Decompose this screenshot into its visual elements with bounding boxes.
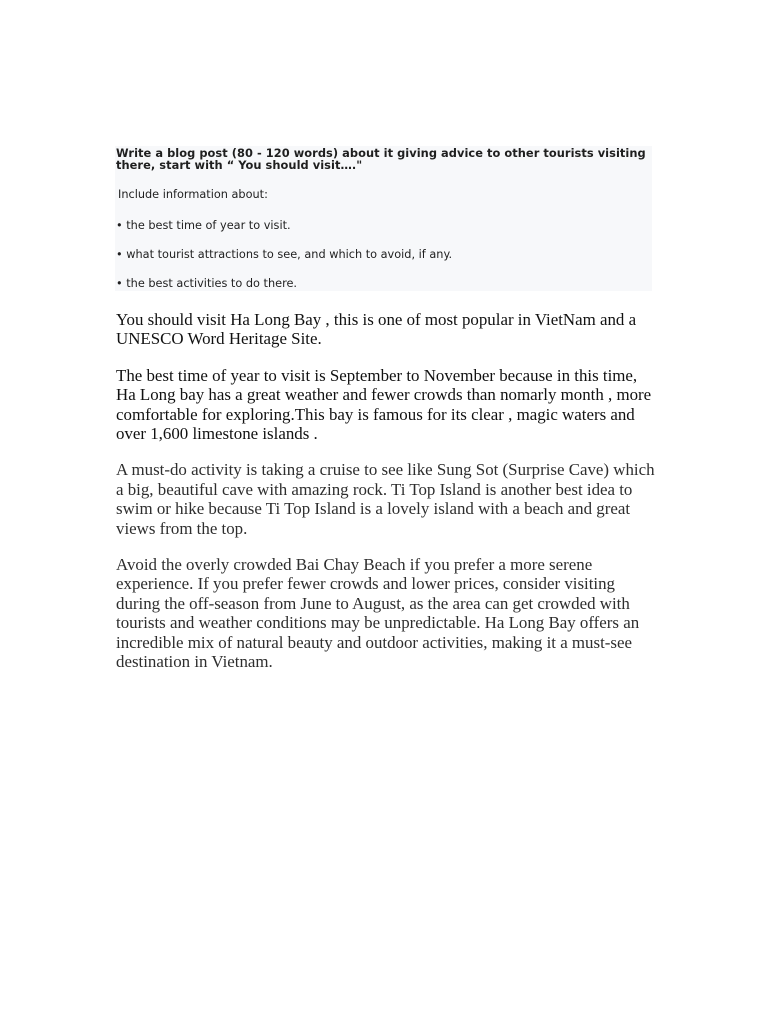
assignment-prompt	[115, 146, 652, 291]
prompt-bullet-activities: • the best activities to do there.	[116, 277, 298, 290]
paragraph-intro: You should visit Ha Long Bay , this is one of most popular in VietNam and a UNESCO Word Heritage Site.	[116, 310, 637, 349]
prompt-bullet-attractions: • what tourist attractions to see, and which to avoid, if any.	[116, 248, 453, 261]
prompt-bullet-best-time: • the best time of year to visit.	[116, 219, 291, 232]
prompt-title: Write a blog post (80 - 120 words) about it giving advice to other tourists visiting there, start with “ You should visit…."	[116, 146, 646, 172]
paragraph-best-time: The best time of year to visit is September to November because in this time, Ha Long bay has a great weather and fewer crowds than nomarly month , more comfortable for exploring.This bay is famous for its clear , magic waters and over 1,600 limestone islands .	[116, 365, 652, 444]
paragraph-avoid: Avoid the overly crowded Bai Chay Beach if you prefer a more serene experience. If you prefer fewer crowds and lower prices, consider visiting during the off-season from June to August, as the area can get crowded with tourists and weather conditions may be unpredictable. Ha Long Bay offers an incredible mix of natural beauty and outdoor activities, making it a must-see destination in Vietnam.	[116, 555, 640, 672]
blog-post-body	[116, 310, 656, 689]
paragraph-activities: A must-do activity is taking a cruise to see like Sung Sot (Surprise Cave) which a big, beautiful cave with amazing rock. Ti Top Island is another best idea to swim or hike because Ti Top Island is a lovely island with a beach and great views from the top.	[116, 460, 655, 538]
prompt-intro: Include information about:	[118, 188, 268, 201]
